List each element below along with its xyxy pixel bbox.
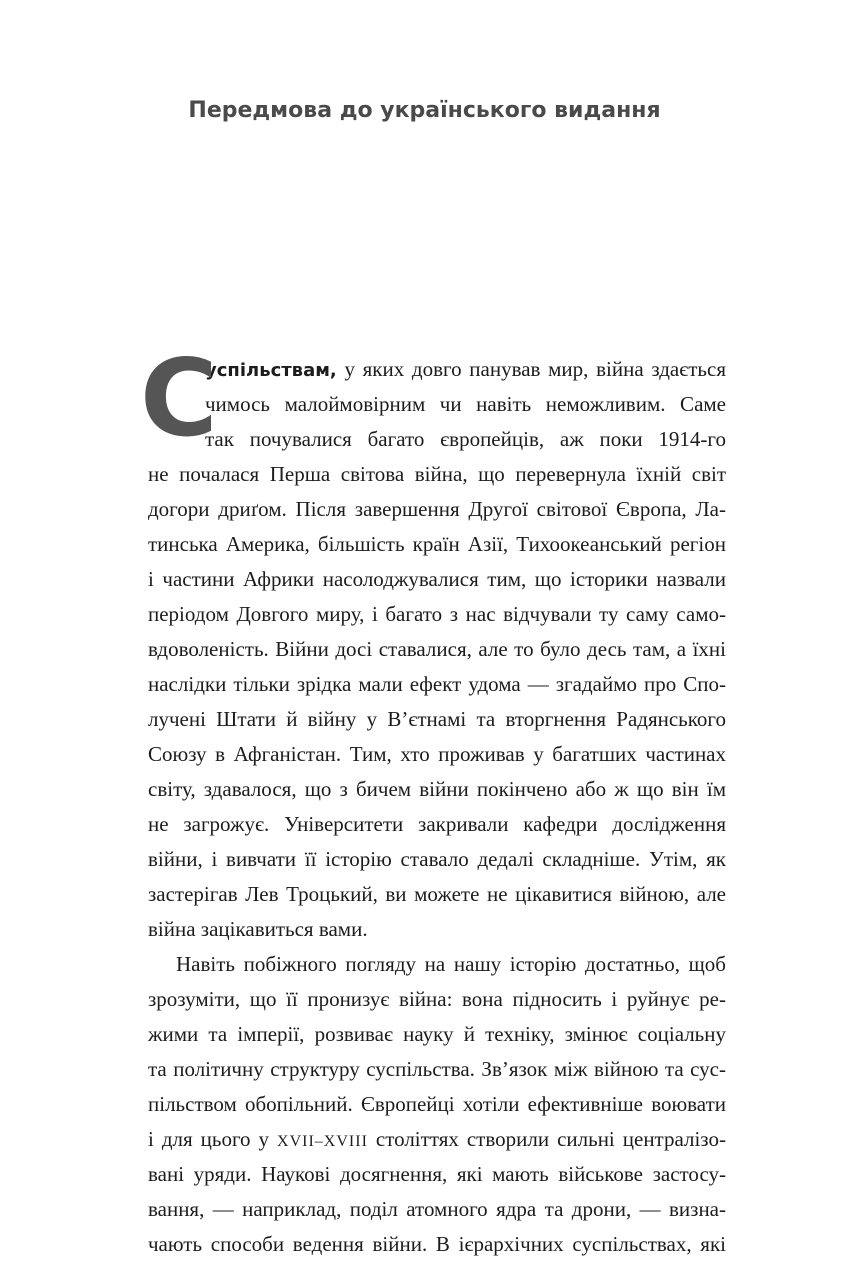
line-text: у яких довго панував мир, війна здається (336, 357, 726, 381)
text-line: чають способи ведення війни. В ієрархічних суспільствах, які (148, 1232, 726, 1256)
text-line: догори дриґом. Після завершення Другої світової Європа, Ла- (148, 497, 726, 521)
line-text: і для цього у (148, 1127, 278, 1151)
text-line (148, 1122, 726, 1157)
text-line: не почалася Перша світова війна, що перевернула їхній світ (148, 462, 726, 486)
text-line: лучені Штати й війну у В’єтнамі та вторгнення Радянського (148, 707, 726, 731)
text-line: періодом Довгого миру, і багато з нас відчували ту саму само- (148, 602, 726, 626)
text-line: вані уряди. Наукові досягнення, які мають військове застосу- (148, 1162, 726, 1186)
lead-word: успільствам, (205, 360, 337, 381)
text-line: і частини Африки насолоджувалися тим, що історики назвали (148, 567, 726, 591)
centuries-roman: XVII–XVIII (277, 1133, 368, 1150)
text-line: застерігав Лев Троцький, ви можете не цікавитися війною, але (148, 882, 726, 906)
text-line: Навіть побіжного погляду на нашу історію достатньо, щоб (176, 952, 726, 976)
text-line: вдоволеність. Війни досі ставалися, але то було десь там, а їхні (148, 637, 726, 661)
drop-cap: С (140, 337, 218, 460)
body-text (140, 337, 726, 1262)
text-line: війни, і вивчати її історію ставало дедалі складніше. Утім, як (148, 847, 726, 871)
text-line: жими та імперії, розвиває науку й техніку, змінює соціальну (148, 1022, 726, 1046)
text-line: наслідки тільки зрідка мали ефект удома — згадаймо про Спо- (148, 672, 726, 696)
chapter-heading: Передмова до українського видання (188, 98, 661, 123)
text-line: тинська Америка, більшість країн Азії, Тихоокеанський регіон (148, 532, 726, 556)
text-line: так почувалися багато європейців, аж поки 1914-го (205, 427, 726, 451)
line-text: століттях створили сильні централізо- (367, 1127, 726, 1151)
text-line: війна зацікавиться вами. (148, 917, 368, 941)
text-line: пільством обопільний. Європейці хотіли ефективніше воювати (148, 1092, 726, 1116)
text-line: зрозуміти, що її пронизує війна: вона підносить і руйнує ре- (148, 987, 726, 1011)
text-line: Союзу в Афганістан. Тим, хто проживав у багатших частинах (148, 742, 726, 766)
text-line: світу, здавалося, що з бичем війни покінчено або ж що він їм (148, 777, 726, 801)
text-line: не загрожує. Університети закривали кафедри дослідження (148, 812, 726, 836)
text-line: та політичну структуру суспільства. Зв’язок між війною та сус- (148, 1057, 726, 1081)
text-line: вання, — наприклад, поділ атомного ядра та дрони, — визна- (148, 1197, 726, 1221)
text-line: чимось малоймовірним чи навіть неможливим. Саме (205, 392, 726, 416)
text-line (148, 352, 726, 387)
